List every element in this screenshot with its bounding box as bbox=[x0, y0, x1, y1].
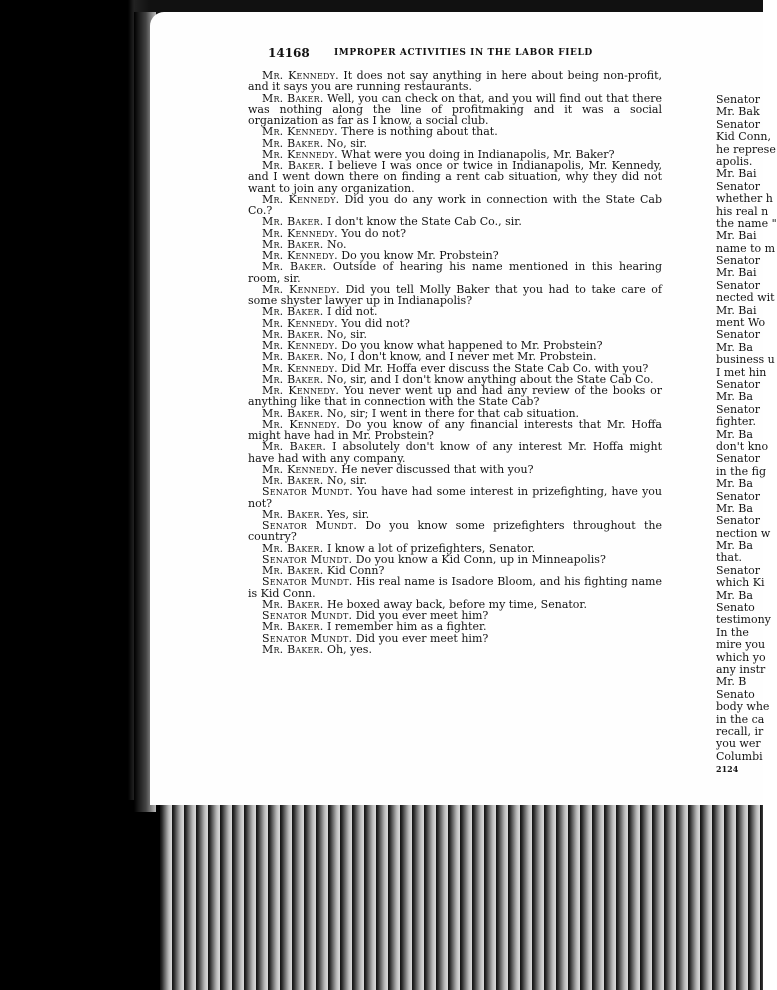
speech-text: Do you know a Kid Conn, up in Minneapolis? bbox=[355, 552, 606, 566]
adjacent-page-line: nected wit bbox=[716, 291, 775, 305]
adjacent-page-line: nection w bbox=[716, 526, 771, 540]
adjacent-page-line: Mr. Bai bbox=[716, 266, 757, 280]
transcript-paragraph bbox=[248, 261, 662, 284]
speaker-name: Mr. Kennedy. bbox=[262, 282, 340, 296]
speaker-name: Mr. Baker. bbox=[262, 136, 324, 150]
speaker-name: Senator Mundt. bbox=[262, 552, 353, 566]
adjacent-page-line: his real n bbox=[716, 204, 769, 218]
speech-text: Do you know what happened to Mr. Probstein? bbox=[341, 339, 603, 352]
transcript-paragraph bbox=[248, 385, 662, 408]
speaker-name: Mr. Baker. bbox=[262, 327, 324, 341]
adjacent-page-line: I met hin bbox=[716, 365, 767, 379]
speech-text: You never went up and had any review of the books or anything like that in connection with the State Cab? bbox=[248, 384, 662, 409]
speaker-name: Senator Mundt. bbox=[262, 485, 353, 499]
adjacent-page-line: which Ki bbox=[716, 576, 765, 590]
speech-text: Did you ever meet him? bbox=[355, 631, 489, 645]
adjacent-page-line: Kid Conn, bbox=[716, 130, 771, 144]
speaker-name: Mr. Baker. bbox=[262, 597, 324, 611]
adjacent-page-line: mire you bbox=[716, 638, 766, 652]
speech-text: Yes, sir. bbox=[326, 507, 370, 521]
adjacent-page-line: Senator bbox=[716, 278, 760, 292]
speech-text: You have had some interest in prizefighting, have you not? bbox=[248, 485, 663, 510]
speaker-name: Mr. Baker. bbox=[262, 642, 324, 656]
adjacent-page-line: Mr. Ba bbox=[716, 390, 753, 404]
adjacent-page-column bbox=[716, 94, 776, 794]
transcript-paragraph bbox=[248, 576, 662, 599]
adjacent-page-line: Senator bbox=[716, 402, 760, 416]
adjacent-page-line: Mr. B bbox=[716, 675, 747, 689]
speaker-name: Mr. Kennedy. bbox=[262, 361, 338, 375]
speaker-name: Mr. Baker. bbox=[262, 305, 324, 319]
adjacent-page-line: in the fig bbox=[716, 464, 766, 478]
adjacent-page-line: Columbi bbox=[716, 749, 763, 763]
speaker-name: Mr. Baker. bbox=[262, 541, 324, 555]
adjacent-page-line: in the ca bbox=[716, 712, 765, 726]
speaker-name: Mr. Kennedy. bbox=[262, 249, 338, 262]
speaker-name: Senator Mundt. bbox=[262, 631, 353, 645]
speaker-name: Mr. Kennedy. bbox=[262, 462, 338, 476]
speaker-name: Mr. Baker. bbox=[262, 372, 324, 386]
document-page bbox=[150, 12, 777, 805]
speech-text: What were you doing in Indianapolis, Mr. Baker? bbox=[341, 147, 615, 161]
adjacent-page-line: whether h bbox=[716, 192, 773, 206]
adjacent-page-line: Senator bbox=[716, 563, 760, 577]
speaker-name: Senator Mundt. bbox=[262, 575, 353, 589]
adjacent-page-line: Senator bbox=[716, 514, 760, 528]
adjacent-page-line: Mr. Bai bbox=[716, 229, 757, 243]
speaker-name: Mr. Kennedy. bbox=[262, 226, 338, 240]
adjacent-page-line: don't kno bbox=[716, 439, 769, 453]
speaker-name: Mr. Baker. bbox=[262, 91, 324, 105]
speech-text: He never discussed that with you? bbox=[341, 462, 534, 476]
speaker-name: Mr. Baker. bbox=[262, 350, 324, 364]
speaker-name: Mr. Baker. bbox=[262, 440, 327, 454]
speech-text: It does not say anything in here about being non-profit, and it says you are running restaurants. bbox=[248, 69, 662, 94]
adjacent-page-line: Senato bbox=[716, 687, 755, 701]
speech-text: No, sir. bbox=[326, 474, 367, 487]
speech-text: No, I don't know, and I never met Mr. Probstein. bbox=[326, 350, 597, 364]
speaker-name: Mr. Baker. bbox=[262, 159, 325, 172]
transcript-column bbox=[248, 70, 662, 655]
speech-text: Did you ever meet him? bbox=[355, 609, 489, 622]
speech-text: Outside of hearing his name mentioned in this hearing room, sir. bbox=[248, 260, 662, 285]
adjacent-page-line: Senator bbox=[716, 179, 760, 193]
transcript-paragraph bbox=[248, 194, 662, 217]
adjacent-page-line: 2124 bbox=[716, 764, 739, 775]
speech-text: Do you know some prizefighters throughout the country? bbox=[248, 519, 663, 544]
transcript-paragraph bbox=[248, 644, 662, 655]
adjacent-page-line: Mr. Bai bbox=[716, 167, 757, 181]
speaker-name: Mr. Baker. bbox=[262, 260, 327, 274]
running-head: IMPROPER ACTIVITIES IN THE LABOR FIELD bbox=[334, 48, 593, 58]
speech-text: His real name is Isadore Bloom, and his fighting name is Kid Conn. bbox=[248, 575, 662, 600]
adjacent-page-line: any instr bbox=[716, 662, 766, 676]
speech-text: No, sir; I went in there for that cab situation. bbox=[326, 406, 580, 420]
adjacent-page-line: the name " bbox=[716, 216, 777, 230]
adjacent-page-line: apolis. bbox=[716, 154, 753, 168]
adjacent-page-line: Senator bbox=[716, 93, 760, 106]
adjacent-page-line: Senato bbox=[716, 601, 755, 615]
transcript-paragraph bbox=[248, 419, 662, 442]
speaker-name: Mr. Baker. bbox=[262, 215, 324, 229]
adjacent-page-line: Senator bbox=[716, 377, 760, 391]
speech-text: I know a lot of prizefighters, Senator. bbox=[326, 541, 536, 555]
page-number: 14168 bbox=[268, 46, 310, 60]
speaker-name: Mr. Kennedy. bbox=[262, 384, 340, 397]
speech-text: Did Mr. Hoffa ever discuss the State Cab Co. with you? bbox=[341, 361, 649, 375]
adjacent-page-line: name to m bbox=[716, 241, 776, 255]
adjacent-page-line: which yo bbox=[716, 650, 766, 664]
transcript-paragraph bbox=[248, 70, 662, 93]
scan-bottom-gradient bbox=[160, 800, 763, 990]
speech-text: He boxed away back, before my time, Senator. bbox=[326, 597, 587, 611]
adjacent-page-line: In the bbox=[716, 625, 749, 639]
adjacent-page-line: Mr. Ba bbox=[716, 477, 753, 491]
speech-text: No, sir. bbox=[326, 327, 367, 341]
adjacent-page-line: Senator bbox=[716, 328, 760, 342]
transcript-paragraph bbox=[248, 160, 662, 194]
adjacent-page-line: Senator bbox=[716, 452, 760, 466]
adjacent-page-line: Mr. Ba bbox=[716, 340, 753, 354]
speech-text: No. bbox=[326, 237, 347, 251]
adjacent-page-line: recall, ir bbox=[716, 724, 764, 738]
speech-text: No, sir, and I don't know anything about the State Cab Co. bbox=[326, 372, 654, 386]
speech-text: I don't know the State Cab Co., sir. bbox=[326, 215, 522, 229]
adjacent-page-line: Senator bbox=[716, 489, 760, 503]
adjacent-page-line: that. bbox=[716, 551, 742, 565]
speech-text: Do you know of any financial interests that Mr. Hoffa might have had in Mr. Probstein? bbox=[248, 417, 662, 442]
adjacent-page-line: Mr. Ba bbox=[716, 539, 753, 553]
adjacent-page-line: Mr. Bak bbox=[716, 105, 760, 119]
transcript-paragraph bbox=[248, 441, 662, 464]
speech-text: Did you do any work in connection with the State Cab Co.? bbox=[248, 192, 662, 217]
transcript-paragraph bbox=[248, 520, 662, 543]
speaker-name: Mr. Kennedy. bbox=[262, 125, 338, 139]
speech-text: Oh, yes. bbox=[326, 642, 372, 656]
speech-text: Do you know Mr. Probstein? bbox=[341, 249, 499, 262]
speech-text: Well, you can check on that, and you will find out that there was nothing along the line of profitmaking and it was a social organization as far as I know, a social club. bbox=[248, 91, 662, 127]
adjacent-page-line: Mr. Ba bbox=[716, 588, 753, 602]
speaker-name: Mr. Kennedy. bbox=[262, 69, 339, 82]
speaker-name: Mr. Baker. bbox=[262, 237, 324, 251]
adjacent-page-line: fighter. bbox=[716, 415, 756, 429]
adjacent-page-line: he represe bbox=[716, 142, 776, 156]
speaker-name: Mr. Kennedy. bbox=[262, 147, 338, 161]
speech-text: There is nothing about that. bbox=[341, 125, 498, 139]
adjacent-page-line: Mr. Ba bbox=[716, 501, 753, 515]
speaker-name: Mr. Baker. bbox=[262, 406, 324, 420]
speaker-name: Mr. Kennedy. bbox=[262, 339, 338, 352]
adjacent-page-line: Mr. Bai bbox=[716, 303, 757, 317]
speaker-name: Mr. Baker. bbox=[262, 564, 324, 577]
speaker-name: Mr. Kennedy. bbox=[262, 417, 341, 431]
speaker-name: Mr. Baker. bbox=[262, 620, 324, 634]
speech-text: I remember him as a fighter. bbox=[326, 620, 487, 634]
speech-text: Did you tell Molly Baker that you had to take care of some shyster lawyer up in Indianapolis? bbox=[248, 282, 662, 307]
adjacent-page-line: body whe bbox=[716, 700, 770, 714]
speaker-name: Mr. Kennedy. bbox=[262, 192, 340, 206]
adjacent-page-line: ment Wo bbox=[716, 316, 766, 330]
speech-text: You did not? bbox=[341, 316, 410, 330]
speech-text: No, sir. bbox=[326, 136, 367, 150]
speaker-name: Mr. Baker. bbox=[262, 507, 324, 521]
speaker-name: Senator Mundt. bbox=[262, 609, 353, 622]
adjacent-page-line: Mr. Ba bbox=[716, 427, 753, 441]
transcript-paragraph bbox=[248, 93, 662, 127]
adjacent-page-line: Senator bbox=[716, 117, 760, 131]
speech-text: I did not. bbox=[326, 305, 378, 319]
adjacent-page-line: Senator bbox=[716, 254, 760, 268]
adjacent-page-line: testimony bbox=[716, 613, 771, 627]
speech-text: I absolutely don't know of any interest Mr. Hoffa might have had with any company. bbox=[248, 440, 662, 465]
speaker-name: Mr. Baker. bbox=[262, 474, 324, 487]
adjacent-page-line: business u bbox=[716, 353, 775, 367]
speaker-name: Mr. Kennedy. bbox=[262, 316, 338, 330]
speech-text: I believe I was once or twice in Indianapolis, Mr. Kennedy, and I went down there on finding a rent cab situation, why they did not want to join any organization. bbox=[248, 159, 662, 195]
speaker-name: Senator Mundt. bbox=[262, 519, 358, 532]
transcript-paragraph bbox=[248, 486, 662, 509]
transcript-paragraph bbox=[248, 284, 662, 307]
adjacent-page-line: you wer bbox=[716, 737, 761, 751]
page-header bbox=[268, 46, 748, 64]
speech-text: You do not? bbox=[341, 226, 406, 240]
speech-text: Kid Conn? bbox=[326, 564, 385, 577]
